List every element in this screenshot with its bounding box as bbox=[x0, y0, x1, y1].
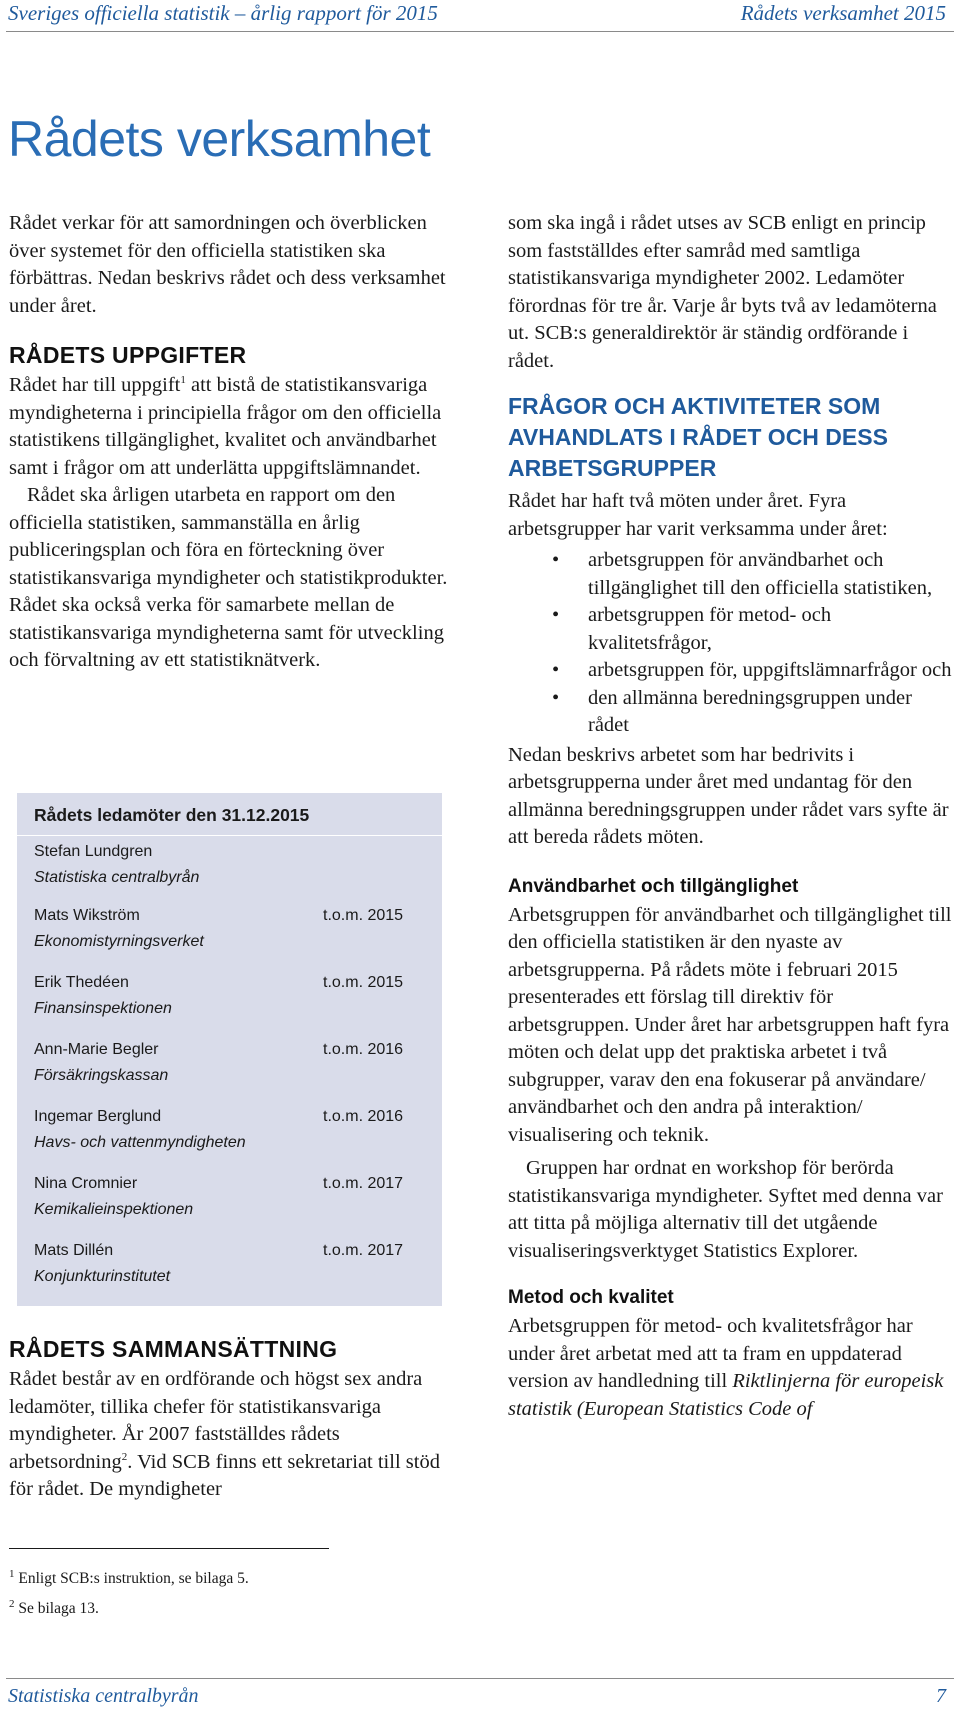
running-header bbox=[0, 0, 960, 30]
paragraph-uppgifter-text-a: Rådet har till uppgift bbox=[9, 374, 181, 396]
header-divider bbox=[6, 31, 954, 32]
heading-sammansattning: RÅDETS SAMMANSÄTTNING bbox=[9, 1336, 338, 1362]
member-entry bbox=[34, 1242, 434, 1294]
member-entry bbox=[34, 843, 434, 895]
bullet-icon: • bbox=[552, 549, 560, 571]
paragraph-uppgifter-text-b: att bistå de statistikansvariga myndigheterna i principiella frågor om den officiella statistikens tillgänglighet, kvalitet och användbarhet samt i frågor om att underlätta uppgiftslämnandet. bbox=[9, 374, 442, 479]
member-name: Erik Thedéen bbox=[34, 974, 129, 991]
bullet-icon: • bbox=[552, 604, 560, 626]
member-entry bbox=[34, 1108, 434, 1160]
page-number: 7 bbox=[936, 1685, 946, 1707]
footnote-2-number: 2 bbox=[9, 1597, 15, 1610]
bullet-icon: • bbox=[552, 686, 560, 709]
member-name: Ingemar Berglund bbox=[34, 1108, 162, 1125]
paragraph-metod-italic: Riktlinjerna för europeisk statistik (European Statistics Code of bbox=[508, 1370, 944, 1420]
member-org: Försäkringskassan bbox=[34, 1067, 169, 1084]
member-org: Finansinspektionen bbox=[34, 1000, 172, 1017]
member-term: t.o.m. 2017 bbox=[323, 1242, 404, 1259]
heading-fragor: FRÅGOR OCH AKTIVITETER SOM AVHANDLATS I RÅDET OCH DESS ARBETSGRUPPER bbox=[508, 393, 888, 481]
member-name: Stefan Lundgren bbox=[34, 843, 153, 860]
bullet-icon: • bbox=[552, 659, 560, 681]
member-name: Ann-Marie Begler bbox=[34, 1041, 159, 1058]
footnote-2 bbox=[9, 1597, 99, 1618]
list-item-text: arbetsgruppen för metod- och kvalitetsfrågor, bbox=[588, 604, 832, 654]
member-name: Mats Wikström bbox=[34, 907, 140, 924]
heading-uppgifter: RÅDETS UPPGIFTER bbox=[9, 342, 247, 368]
left-column bbox=[9, 210, 459, 675]
paragraph-nedan: Nedan beskrivs arbetet som har bedrivits i arbetsgrupperna under året med undantag för den allmänna beredningsgruppen under rådet vars syfte är att bereda rådets möten. bbox=[508, 743, 949, 848]
members-box-divider bbox=[17, 835, 442, 836]
list-item-text: arbetsgruppen för användbarhet och tillgänglighet till den officiella statistiken, bbox=[588, 549, 933, 599]
paragraph-metod-text: Arbetsgruppen för metod- och kvalitetsfrågor har under året arbetat med att ta fram en uppdaterad version av handledning till bbox=[508, 1315, 913, 1392]
intro-paragraph: Rådet verkar för att samordningen och överblicken över systemet för den officiella statistiken ska förbättras. Nedan beskrivs rådet och dess verksamhet under året. bbox=[9, 212, 446, 317]
footnote-1-text: Enligt SCB:s instruktion, se bilaga 5. bbox=[14, 1570, 249, 1587]
paragraph-rapport: Rådet ska årligen utarbeta en rapport om den officiella statistiken, sammanställa en årlig publiceringsplan och föra en förteckning över statistikansvariga myndigheter och statistikprodukter. Rådet ska också verka för samarbete mellan de statistikansvariga myndigheterna samt för utveckling och förvaltning av ett statistiknätverk. bbox=[9, 484, 448, 671]
list-item bbox=[508, 657, 953, 685]
paragraph-uppgifter bbox=[9, 372, 459, 482]
header-right: Rådets verksamhet 2015 bbox=[740, 1, 946, 25]
paragraph-continuation: som ska ingå i rådet utses av SCB enligt en princip som fastställdes efter samråd med samtliga statistikansvariga myndigheter 2002. Ledamöter förordnas för tre år. Varje år byts två av ledamöterna ut. SCB:s generaldirektör är ständig ordförande i rådet. bbox=[508, 212, 937, 372]
paragraph-anvandbarhet-1: Arbetsgruppen för användbarhet och tillgänglighet till den officiella statistiken är den nyaste av arbetsgrupperna. På rådets möte i februari 2015 presenterades ett förslag till direktiv för arbetsgruppen. Under året har arbetsgruppen haft fyra möten och delat upp det praktiska arbetet i två subgrupper, varav den ena fokuserar på användare/ användbarhet och den andra på interaktion/ visualisering och teknik. bbox=[508, 903, 952, 1146]
member-term: t.o.m. 2017 bbox=[323, 1175, 404, 1192]
footnote-2-text: Se bilaga 13. bbox=[14, 1600, 99, 1617]
member-term: t.o.m. 2016 bbox=[323, 1041, 404, 1058]
list-item-text: arbetsgruppen för, uppgiftslämnarfrågor och bbox=[588, 659, 952, 681]
heading-anvandbarhet: Användbarhet och tillgänglighet bbox=[508, 875, 799, 897]
header-left: Sveriges officiella statistik – årlig rapport för 2015 bbox=[8, 1, 438, 25]
paragraph-sammansattning-text-a: Rådet består av en ordförande och högst sex andra ledamöter, tillika chefer för statistikansvariga myndigheter. År 2007 fastställdes rådets arbetsordning bbox=[9, 1368, 423, 1473]
member-name: Mats Dillén bbox=[34, 1242, 114, 1259]
member-entry bbox=[34, 1175, 434, 1227]
footnote-ref-1: 1 bbox=[180, 374, 186, 387]
member-org: Kemikalieinspektionen bbox=[34, 1201, 194, 1218]
left-column-lower bbox=[9, 1334, 459, 1504]
footnote-1 bbox=[9, 1567, 249, 1588]
member-name: Nina Cromnier bbox=[34, 1175, 138, 1192]
member-term: t.o.m. 2016 bbox=[323, 1108, 404, 1125]
list-item bbox=[508, 602, 953, 657]
heading-metod: Metod och kvalitet bbox=[508, 1287, 674, 1308]
page-title: Rådets verksamhet bbox=[8, 111, 431, 167]
paragraph-sammansattning-text-b: . Vid SCB finns ett sekretariat till stöd för rådet. De myndigheter bbox=[9, 1450, 440, 1500]
paragraph-moten: Rådet har haft två möten under året. Fyra arbetsgrupper har varit verksamma under året: bbox=[508, 490, 888, 540]
paragraph-anvandbarhet-2: Gruppen har ordnat en workshop för berörda statistikansvariga myndigheter. Syftet med denna var att titta på möjliga alternativ till det utgående visualiseringsverktyget Statistics Explorer. bbox=[508, 1157, 943, 1262]
paragraph-sammansattning bbox=[9, 1366, 459, 1504]
member-org: Havs- och vattenmyndigheten bbox=[34, 1134, 246, 1151]
member-entry bbox=[34, 907, 434, 959]
working-groups-list bbox=[508, 547, 953, 740]
footer-publisher: Statistiska centralbyrån bbox=[8, 1685, 199, 1707]
member-entry bbox=[34, 974, 434, 1026]
footnote-ref-2: 2 bbox=[121, 1450, 128, 1463]
right-column bbox=[508, 210, 953, 1423]
footnote-1-number: 1 bbox=[9, 1567, 15, 1580]
members-box-title: Rådets ledamöter den 31.12.2015 bbox=[34, 805, 310, 825]
member-entry bbox=[34, 1041, 434, 1093]
footer-divider bbox=[6, 1678, 954, 1679]
footnote-divider bbox=[9, 1548, 329, 1549]
list-item bbox=[508, 685, 953, 740]
list-item-text: den allmänna beredningsgruppen under rådet bbox=[588, 686, 912, 736]
member-org: Statistiska centralbyrån bbox=[34, 869, 200, 886]
members-box bbox=[17, 793, 442, 1306]
paragraph-metod bbox=[508, 1313, 953, 1423]
list-item bbox=[508, 547, 953, 602]
member-org: Konjunkturinstitutet bbox=[34, 1268, 171, 1285]
member-term: t.o.m. 2015 bbox=[323, 907, 404, 924]
member-org: Ekonomistyrningsverket bbox=[34, 933, 204, 950]
member-term: t.o.m. 2015 bbox=[323, 974, 404, 991]
